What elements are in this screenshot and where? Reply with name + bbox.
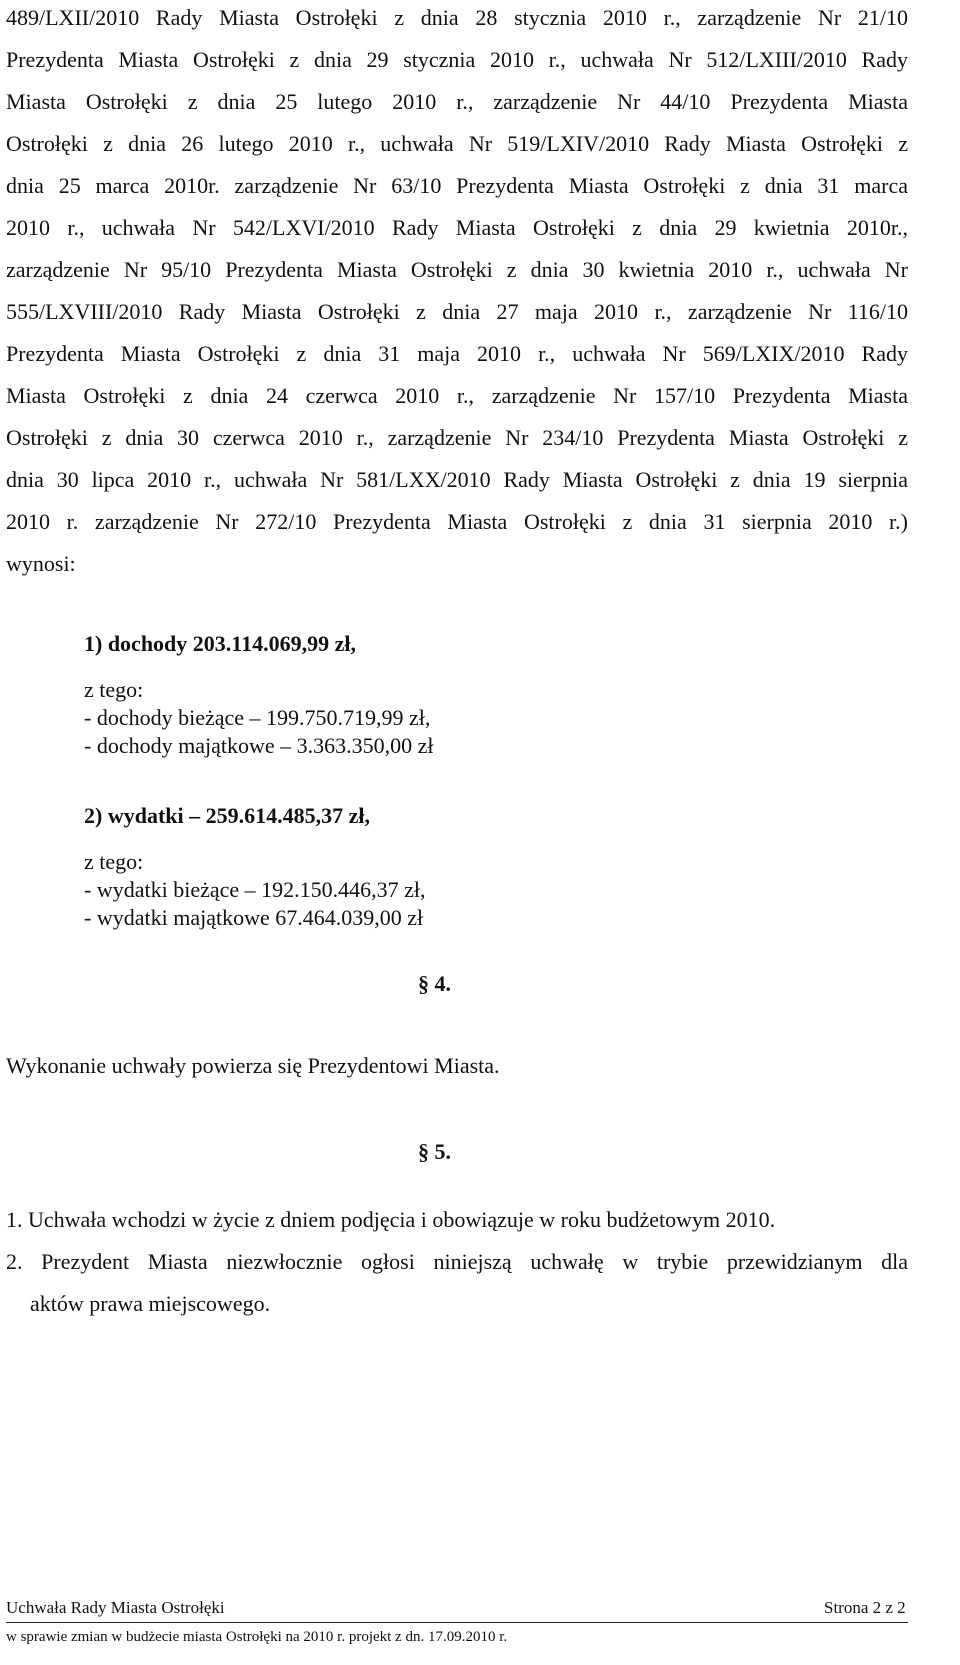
section-4-heading: § 4. [418, 971, 451, 996]
section-4-text: Wykonanie uchwały powierza się Prezydentowi Miasta. [6, 1053, 500, 1078]
paragraph-line: zarządzenie Nr 95/10 Prezydenta Miasta Ostrołęki z dnia 30 kwietnia 2010 r., uchwała Nr [6, 257, 908, 282]
paragraph-line: Prezydenta Miasta Ostrołęki z dnia 29 stycznia 2010 r., uchwała Nr 512/LXIII/2010 Rady [6, 47, 908, 72]
income-current: - dochody bieżące – 199.750.719,99 zł, [84, 705, 431, 730]
section-5-item-2-line-2: aktów prawa miejscowego. [30, 1291, 271, 1316]
paragraph-line: Miasta Ostrołęki z dnia 25 lutego 2010 r., zarządzenie Nr 44/10 Prezydenta Miasta [6, 89, 908, 114]
footer-title: Uchwała Rady Miasta Ostrołęki [6, 1598, 225, 1617]
paragraph-line: Ostrołęki z dnia 30 czerwca 2010 r., zarządzenie Nr 234/10 Prezydenta Miasta Ostrołęki z [6, 425, 908, 450]
income-heading: 1) dochody 203.114.069,99 zł, [84, 631, 356, 656]
expenses-current: - wydatki bieżące – 192.150.446,37 zł, [84, 877, 426, 902]
paragraph-line: Miasta Ostrołęki z dnia 24 czerwca 2010 r., zarządzenie Nr 157/10 Prezydenta Miasta [6, 383, 908, 408]
income-of-which: z tego: [84, 677, 144, 702]
paragraph-line: 2010 r., uchwała Nr 542/LXVI/2010 Rady Miasta Ostrołęki z dnia 29 kwietnia 2010r., [6, 215, 908, 240]
income-capital: - dochody majątkowe – 3.363.350,00 zł [84, 733, 434, 758]
footer-divider [6, 1622, 908, 1623]
paragraph-line: Ostrołęki z dnia 26 lutego 2010 r., uchwała Nr 519/LXIV/2010 Rady Miasta Ostrołęki z [6, 131, 908, 156]
paragraph-line: 555/LXVIII/2010 Rady Miasta Ostrołęki z dnia 27 maja 2010 r., zarządzenie Nr 116/10 [6, 299, 908, 324]
paragraph-line: wynosi: [6, 551, 76, 576]
expenses-capital: - wydatki majątkowe 67.464.039,00 zł [84, 905, 424, 930]
paragraph-line: 2010 r. zarządzenie Nr 272/10 Prezydenta Miasta Ostrołęki z dnia 31 sierpnia 2010 r.) [6, 509, 908, 534]
footer-subtitle: w sprawie zmian w budżecie miasta Ostrołęki na 2010 r. projekt z dn. 17.09.2010 r. [6, 1629, 508, 1645]
section-5-item-1: 1. Uchwała wchodzi w życie z dniem podjęcia i obowiązuje w roku budżetowym 2010. [6, 1207, 776, 1232]
page-number: Strona 2 z 2 [824, 1598, 906, 1617]
paragraph-line: dnia 25 marca 2010r. zarządzenie Nr 63/10 Prezydenta Miasta Ostrołęki z dnia 31 marca [6, 173, 908, 198]
expenses-heading: 2) wydatki – 259.614.485,37 zł, [84, 803, 370, 828]
section-5-heading: § 5. [418, 1139, 451, 1164]
section-5-item-2-line-1: 2. Prezydent Miasta niezwłocznie ogłosi niniejszą uchwałę w trybie przewidzianym dla [6, 1249, 908, 1274]
paragraph-line: dnia 30 lipca 2010 r., uchwała Nr 581/LXX/2010 Rady Miasta Ostrołęki z dnia 19 sierpnia [6, 467, 908, 492]
paragraph-line: 489/LXII/2010 Rady Miasta Ostrołęki z dnia 28 stycznia 2010 r., zarządzenie Nr 21/10 [6, 5, 908, 30]
paragraph-line: Prezydenta Miasta Ostrołęki z dnia 31 maja 2010 r., uchwała Nr 569/LXIX/2010 Rady [6, 341, 908, 366]
expenses-of-which: z tego: [84, 849, 144, 874]
